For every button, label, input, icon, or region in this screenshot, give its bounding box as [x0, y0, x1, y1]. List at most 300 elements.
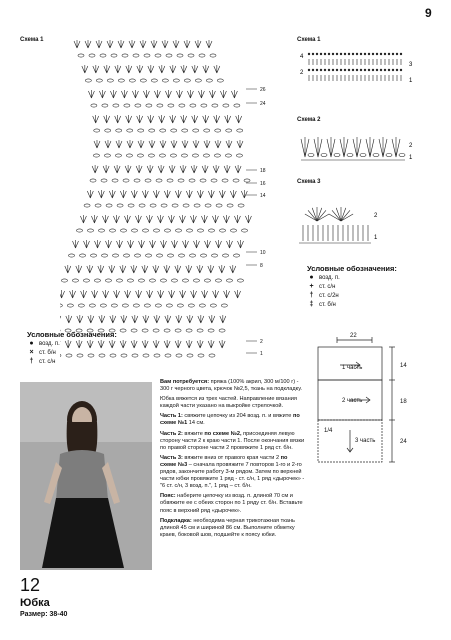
- stitch-mark: [138, 140, 144, 148]
- chain-loop: [135, 254, 141, 257]
- stitch-mark: [153, 265, 159, 273]
- page-number: 9: [425, 6, 432, 20]
- stitch-mark: [142, 340, 148, 348]
- stitch-mark: [120, 340, 126, 348]
- chain-loop: [61, 279, 67, 282]
- chain-loop: [91, 104, 97, 107]
- stitch-mark: [159, 115, 165, 123]
- chain-dot: [340, 69, 342, 71]
- chain-dot: [388, 53, 390, 55]
- stitch-mark: [190, 215, 196, 223]
- stitch-mark: [231, 90, 237, 98]
- stitch-mark: [137, 115, 143, 123]
- stitch-mark: [197, 265, 203, 273]
- stitch-mark: [234, 215, 240, 223]
- chain-loop: [177, 304, 183, 307]
- model-title: Юбка: [20, 597, 50, 609]
- stitch-mark: [116, 240, 122, 248]
- stitch-mark: [131, 340, 137, 348]
- chart-row-number: 26: [260, 87, 266, 93]
- stitch-mark: [136, 165, 142, 173]
- legend-item: [27, 357, 117, 366]
- stitch-mark: [104, 65, 110, 73]
- chain-loop: [138, 129, 144, 132]
- fan-ray: [317, 208, 322, 221]
- chain-loop: [234, 254, 240, 257]
- stitch-mark: [92, 165, 98, 173]
- chain-loop: [160, 129, 166, 132]
- stitch-mark: [171, 140, 177, 148]
- chain-loop: [165, 354, 171, 357]
- chain-loop: [112, 179, 118, 182]
- legend-text: ст. б/н: [39, 349, 56, 356]
- stitch-mark: [148, 115, 154, 123]
- crochet-chart-scheme3: [297, 187, 382, 249]
- chain-loop: [78, 304, 84, 307]
- pattern-part3-fraction: 1/4: [324, 428, 333, 434]
- chain-loop: [223, 104, 229, 107]
- chain-loop: [137, 154, 143, 157]
- chain-loop: [100, 54, 106, 57]
- part3-text: вяжите вниз от правого края части 2: [184, 454, 280, 461]
- stitch-mark: [132, 90, 138, 98]
- stitch-mark: [126, 65, 132, 73]
- part1-text: свяжите цепочку из 204 возд. п. и вяжите: [184, 413, 292, 420]
- chain-loop: [121, 354, 127, 357]
- stitch-mark: [120, 265, 126, 273]
- pattern-height-2: 18: [400, 399, 407, 405]
- stitch-mark: [131, 265, 137, 273]
- double-dagger-icon: ‡: [309, 301, 314, 308]
- sc3-row-2: 2: [374, 213, 378, 219]
- chart-row-number: 16: [260, 181, 266, 187]
- stitch-mark: [121, 90, 127, 98]
- chart-row-number: 8: [260, 263, 263, 269]
- sc2-row-1: 1: [409, 155, 413, 161]
- sc2-row-2: 2: [409, 143, 413, 149]
- chain-loop: [85, 79, 91, 82]
- chain-loop: [149, 129, 155, 132]
- stitch-mark: [180, 165, 186, 173]
- legend-text: возд. п.: [319, 274, 340, 281]
- legend-text: ст. б/н: [319, 301, 336, 308]
- stitch-mark: [213, 290, 219, 298]
- stitch-mark: [159, 65, 165, 73]
- stitch-mark: [110, 315, 116, 323]
- chain-loop: [238, 204, 244, 207]
- stitch-mark: [157, 215, 163, 223]
- stitch-mark: [74, 40, 80, 48]
- chain-dot: [308, 53, 310, 55]
- chain-loop: [102, 254, 108, 257]
- legend-text: ст. с/н: [319, 283, 336, 290]
- stitch-mark: [118, 40, 124, 48]
- chain-loop: [105, 129, 111, 132]
- fan-ray: [341, 210, 350, 221]
- materials-paragraph: [160, 379, 305, 393]
- stitch-mark: [147, 165, 153, 173]
- stitch-mark: [110, 90, 116, 98]
- chain-loop: [206, 79, 212, 82]
- chain-loop: [227, 204, 233, 207]
- stitch-mark: [154, 90, 160, 98]
- chain-loop: [96, 79, 102, 82]
- chain-loop: [120, 329, 126, 332]
- chain-loop: [102, 104, 108, 107]
- chain-loop: [151, 79, 157, 82]
- legend-left-title: Условные обозначения:: [27, 330, 117, 339]
- stitch-mark: [85, 40, 91, 48]
- chain-loop: [209, 354, 215, 357]
- chain-loop: [99, 229, 105, 232]
- sc1-row-2: 2: [300, 70, 304, 76]
- stitch-mark: [88, 90, 94, 98]
- chain-dot: [388, 69, 390, 71]
- fan-mark: [301, 137, 309, 157]
- stitch-mark: [226, 140, 232, 148]
- chain-loop: [208, 329, 214, 332]
- chain-loop: [78, 54, 84, 57]
- chain-loop: [204, 129, 210, 132]
- chain-loop: [127, 279, 133, 282]
- stitch-mark: [182, 140, 188, 148]
- stitch-mark: [192, 115, 198, 123]
- chain-dot: [332, 53, 334, 55]
- stitch-mark: [184, 40, 190, 48]
- chain-loop: [100, 304, 106, 307]
- chain-loop: [128, 204, 134, 207]
- stitch-mark: [164, 340, 170, 348]
- stitch-mark: [66, 315, 72, 323]
- chain-loop: [193, 279, 199, 282]
- chain-loop: [176, 229, 182, 232]
- chain-loop: [146, 254, 152, 257]
- chain-dot: [356, 53, 358, 55]
- chain-loop: [188, 54, 194, 57]
- chain-loop: [399, 154, 405, 157]
- chain-loop: [124, 254, 130, 257]
- stitch-mark: [206, 40, 212, 48]
- chain-loop: [210, 304, 216, 307]
- chain-loop: [211, 179, 217, 182]
- chain-loop: [118, 79, 124, 82]
- stitch-mark: [115, 65, 121, 73]
- part2-scheme: по схеме №2,: [204, 430, 242, 437]
- chain-dot: [360, 53, 362, 55]
- chain-loop: [187, 229, 193, 232]
- dagger-icon: †: [309, 292, 314, 299]
- chain-loop: [154, 354, 160, 357]
- chain-loop: [157, 104, 163, 107]
- chart-row-number: 10: [260, 250, 266, 256]
- x-icon: ×: [29, 349, 34, 356]
- stitch-mark: [168, 215, 174, 223]
- stitch-mark: [197, 340, 203, 348]
- chain-loop: [165, 229, 171, 232]
- chain-loop: [155, 54, 161, 57]
- chain-loop: [148, 154, 154, 157]
- belt-paragraph: [160, 493, 305, 514]
- chain-loop: [178, 179, 184, 182]
- plus-icon: +: [309, 283, 314, 290]
- chain-dot: [356, 69, 358, 71]
- stitch-mark: [136, 290, 142, 298]
- stitch-mark: [142, 265, 148, 273]
- chain-loop: [236, 154, 242, 157]
- chain-loop: [212, 254, 218, 257]
- stitch-mark: [131, 190, 137, 198]
- chain-loop: [203, 154, 209, 157]
- chain-loop: [220, 229, 226, 232]
- stitch-mark: [91, 215, 97, 223]
- stitch-mark: [208, 340, 214, 348]
- stitch-mark: [165, 90, 171, 98]
- fan-mark: [379, 137, 387, 157]
- chain-dot: [316, 53, 318, 55]
- fan-ray: [329, 214, 341, 221]
- part3-scheme: по схеме №3: [160, 454, 288, 468]
- stitch-mark: [94, 240, 100, 248]
- chain-loop: [105, 279, 111, 282]
- stitch-mark: [72, 240, 78, 248]
- fan-ray: [312, 208, 317, 221]
- chain-loop: [129, 79, 135, 82]
- chain-loop: [221, 304, 227, 307]
- stitch-mark: [114, 290, 120, 298]
- chain-loop: [168, 254, 174, 257]
- stitch-mark: [158, 290, 164, 298]
- stitch-mark: [138, 240, 144, 248]
- stitch-mark: [195, 40, 201, 48]
- chart-row-number: 24: [260, 101, 266, 107]
- chain-loop: [131, 329, 137, 332]
- stitch-mark: [198, 315, 204, 323]
- chain-loop: [184, 79, 190, 82]
- stitch-mark: [176, 90, 182, 98]
- legend-item: [307, 273, 397, 282]
- chain-dot: [344, 69, 346, 71]
- stitch-mark: [165, 315, 171, 323]
- skirt-pattern-diagram: [310, 330, 435, 465]
- part3-tail: – сначала провяжите 7 повторов 1-го и 2-го рядов, закончите работу 3-м рядом. Затем по верхней части юбки провяжите 1 ряд - ст. с/н, 1 ряд «дырочек» - "6 ст. с/н, 3 возд. п.", 1 ряд – ст. б/н.: [160, 461, 305, 490]
- stitch-mark: [147, 290, 153, 298]
- chain-loop: [187, 354, 193, 357]
- sc1-row-1: 1: [409, 78, 413, 84]
- chain-loop: [93, 154, 99, 157]
- stitch-mark: [214, 115, 220, 123]
- chain-loop: [121, 229, 127, 232]
- chain-loop: [142, 329, 148, 332]
- stitch-mark: [182, 240, 188, 248]
- chain-loop: [116, 129, 122, 132]
- stitch-mark: [230, 265, 236, 273]
- chain-loop: [159, 154, 165, 157]
- stitch-mark: [125, 290, 131, 298]
- stitch-mark: [219, 265, 225, 273]
- legend-item: [307, 282, 397, 291]
- chain-dot: [328, 69, 330, 71]
- stitch-mark: [127, 140, 133, 148]
- stitch-mark: [60, 315, 61, 323]
- stitch-mark: [202, 290, 208, 298]
- chain-loop: [201, 104, 207, 107]
- stitch-mark: [109, 190, 115, 198]
- stitch-mark: [235, 290, 241, 298]
- chain-loop: [167, 179, 173, 182]
- stitch-mark: [103, 165, 109, 173]
- fan-ray: [341, 214, 353, 221]
- chain-loop: [83, 279, 89, 282]
- stitch-mark: [93, 65, 99, 73]
- stitch-mark: [208, 190, 214, 198]
- stitch-mark: [76, 265, 82, 273]
- chain-loop: [222, 179, 228, 182]
- stitch-mark: [154, 315, 160, 323]
- chain-dot: [372, 69, 374, 71]
- stitch-mark: [137, 65, 143, 73]
- chain-loop: [122, 304, 128, 307]
- chain-loop: [146, 104, 152, 107]
- stitch-mark: [70, 290, 76, 298]
- small-chart3-label: Схема 3: [297, 179, 321, 185]
- chain-loop: [216, 204, 222, 207]
- chain-dot: [336, 69, 338, 71]
- stitch-mark: [116, 140, 122, 148]
- stitch-mark: [213, 165, 219, 173]
- chain-loop: [150, 204, 156, 207]
- stitch-mark: [114, 165, 120, 173]
- fan-ray: [341, 208, 346, 221]
- chain-dot: [308, 69, 310, 71]
- stitch-mark: [209, 90, 215, 98]
- chain-loop: [94, 279, 100, 282]
- chain-loop: [215, 129, 221, 132]
- stitch-mark: [140, 40, 146, 48]
- stitch-mark: [215, 140, 221, 148]
- stitch-mark: [103, 290, 109, 298]
- small-chart2-label: Схема 2: [297, 117, 321, 123]
- chain-loop: [212, 104, 218, 107]
- chain-loop: [162, 79, 168, 82]
- chain-loop: [175, 329, 181, 332]
- stitch-mark: [160, 140, 166, 148]
- stitch-mark: [192, 65, 198, 73]
- chain-loop: [90, 179, 96, 182]
- chain-loop: [67, 304, 73, 307]
- stitch-mark: [162, 40, 168, 48]
- chain-loop: [124, 104, 130, 107]
- chain-loop: [135, 104, 141, 107]
- stitch-mark: [214, 65, 220, 73]
- chain-loop: [113, 254, 119, 257]
- stitch-mark: [245, 215, 251, 223]
- stitch-mark: [170, 115, 176, 123]
- chain-loop: [122, 54, 128, 57]
- lining-text: необходима черная трикотажная ткань длиной 45 см и шириной 86 см. Выполните обметку краев, боковой шов, подшейте к поясу юбки.: [160, 517, 295, 538]
- chain-loop: [201, 254, 207, 257]
- stitch-mark: [80, 215, 86, 223]
- chain-loop: [198, 229, 204, 232]
- stitch-mark: [113, 215, 119, 223]
- stitch-mark: [175, 190, 181, 198]
- chain-loop: [197, 329, 203, 332]
- stitch-mark: [187, 315, 193, 323]
- stitch-mark: [160, 240, 166, 248]
- chain-loop: [171, 129, 177, 132]
- pattern-part3-label: 3 часть: [355, 438, 376, 444]
- sc3-row-1: 1: [374, 235, 378, 241]
- stitch-mark: [120, 190, 126, 198]
- stitch-mark: [60, 290, 65, 298]
- chain-loop: [199, 54, 205, 57]
- chain-dot: [324, 69, 326, 71]
- stitch-mark: [193, 240, 199, 248]
- stitch-mark: [237, 240, 243, 248]
- chain-loop: [95, 204, 101, 207]
- model-photo-illustration: [20, 382, 152, 570]
- chain-loop: [160, 279, 166, 282]
- stitch-mark: [88, 315, 94, 323]
- stitch-mark: [204, 140, 210, 148]
- stitch-mark: [198, 90, 204, 98]
- stitch-mark: [135, 215, 141, 223]
- fan-mark: [353, 137, 361, 157]
- chain-loop: [106, 204, 112, 207]
- stitch-mark: [164, 265, 170, 273]
- chain-loop: [182, 129, 188, 132]
- stitch-mark: [87, 265, 93, 273]
- part3-paragraph: [160, 455, 305, 490]
- chain-loop: [143, 354, 149, 357]
- chain-dot: [392, 53, 394, 55]
- stitch-mark: [105, 140, 111, 148]
- stitch-mark: [208, 265, 214, 273]
- chain-loop: [171, 279, 177, 282]
- stitch-mark: [179, 215, 185, 223]
- stitch-mark: [181, 115, 187, 123]
- chain-loop: [107, 79, 113, 82]
- stitch-mark: [146, 215, 152, 223]
- legend-item: [307, 300, 397, 309]
- chain-loop: [170, 154, 176, 157]
- chain-loop: [200, 179, 206, 182]
- chain-loop: [215, 279, 221, 282]
- stitch-mark: [149, 240, 155, 248]
- stitch-mark: [92, 290, 98, 298]
- chain-loop: [199, 304, 205, 307]
- belt-text: наберите цепочку из возд. п. длиной 70 см и обвяжите ее с обеих сторон по 1 ряду ст. б/н. Вставьте пояс в верхний ряд «дырочек».: [160, 493, 303, 514]
- belt-label: Пояс:: [160, 493, 176, 500]
- stitch-mark: [202, 165, 208, 173]
- chain-dot: [332, 69, 334, 71]
- stitch-mark: [93, 115, 99, 123]
- stitch-mark: [193, 140, 199, 148]
- legend-text: возд. п.: [39, 340, 60, 347]
- chain-dot: [352, 69, 354, 71]
- chain-loop: [117, 204, 123, 207]
- instructions-text: [160, 379, 305, 542]
- fan-ray: [317, 214, 329, 221]
- chain-loop: [153, 329, 159, 332]
- stitch-mark: [82, 65, 88, 73]
- legend-right: [307, 264, 397, 309]
- stitch-mark: [175, 265, 181, 273]
- chain-dot: [320, 69, 322, 71]
- chain-loop: [195, 79, 201, 82]
- part3-label: Часть 3:: [160, 454, 183, 461]
- stitch-mark: [175, 340, 181, 348]
- chain-dot: [364, 69, 366, 71]
